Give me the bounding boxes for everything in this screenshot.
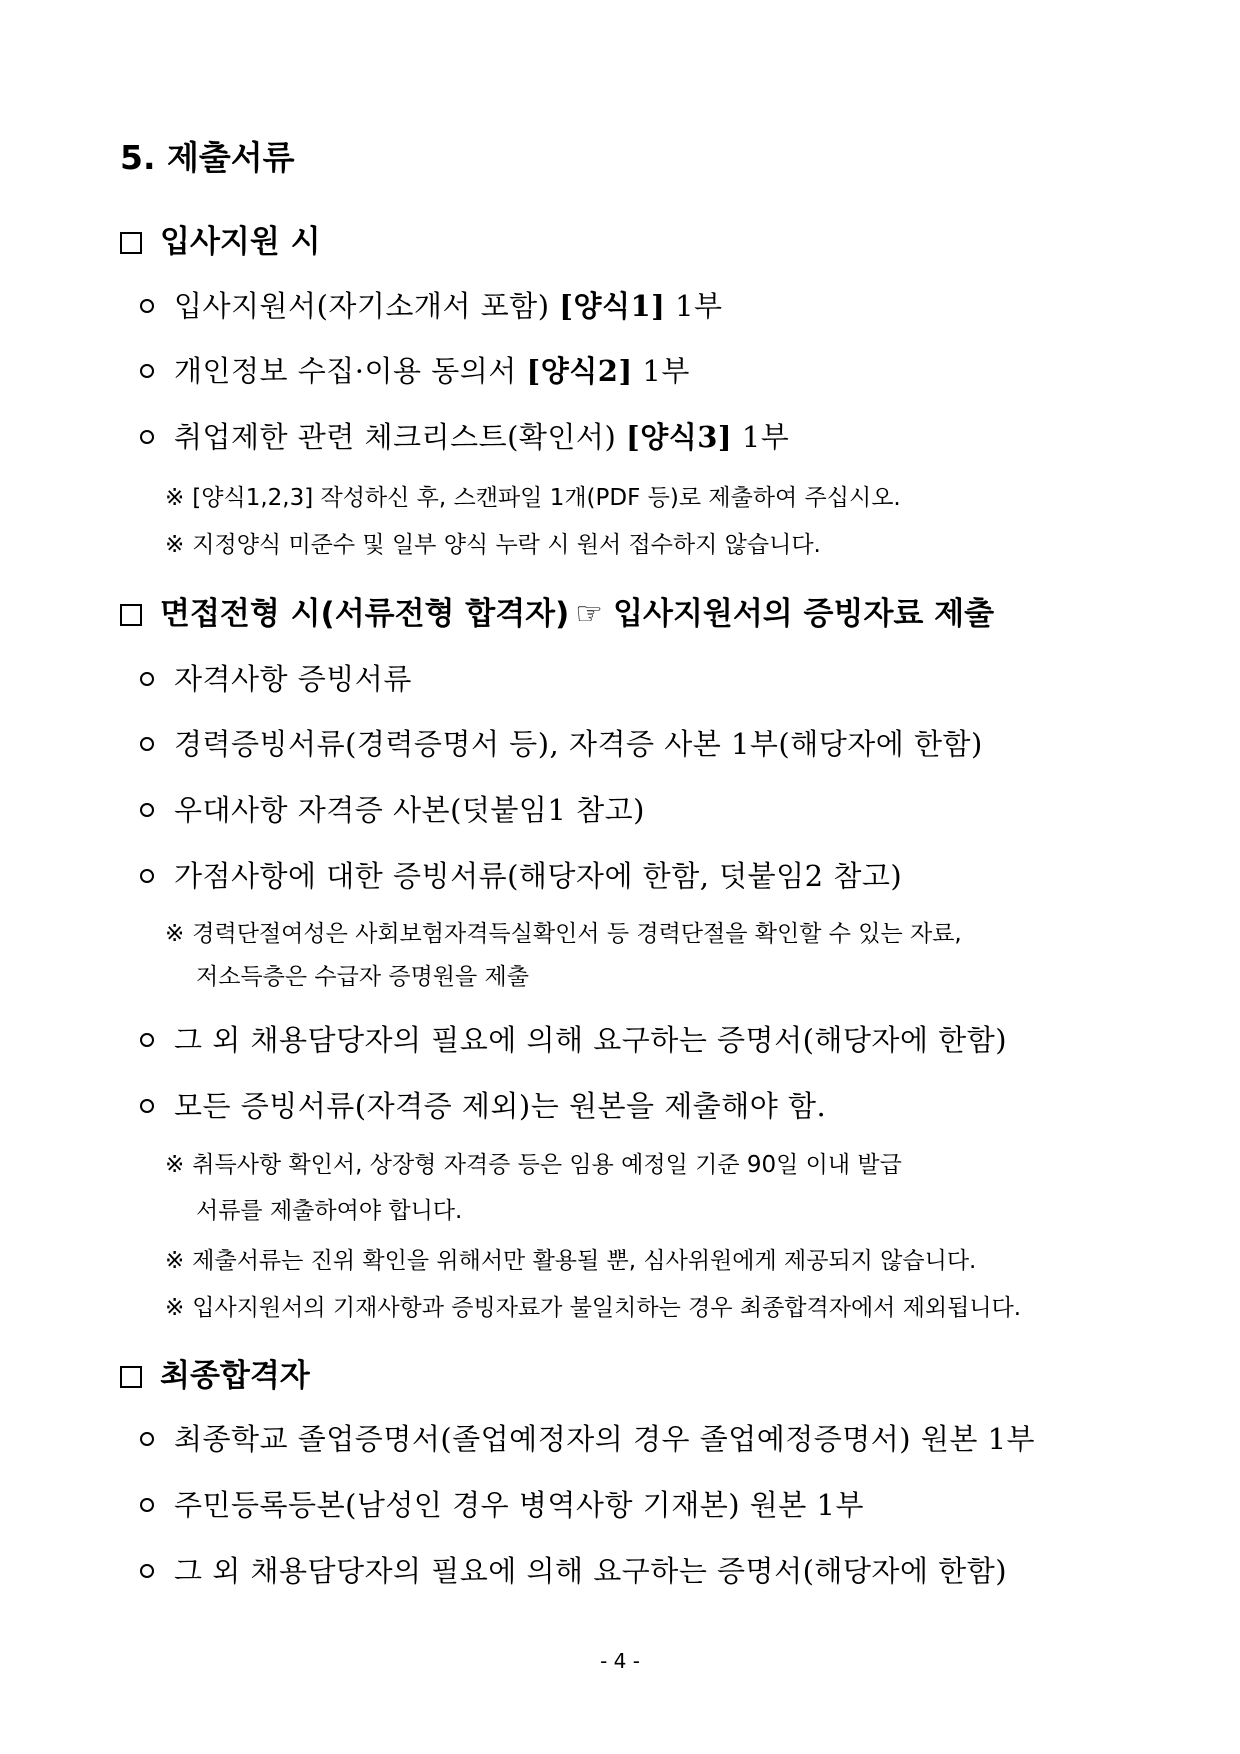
note-mark-icon: ※	[165, 1295, 185, 1321]
bullet-circle-icon	[140, 364, 154, 378]
bullet-circle-icon	[140, 430, 154, 444]
note: ※ 제출서류는 진위 확인을 위해서만 활용될 뿐, 심사위원에게 제공되지 않습니다.	[165, 1248, 977, 1274]
note: ※ 취득사항 확인서, 상장형 자격증 등은 임용 예정일 기준 90일 이내 발급	[165, 1152, 902, 1178]
list-item: 주민등록등본(남성인 경우 병역사항 기재본) 원본 1부	[140, 1486, 864, 1524]
note: ※ 지정양식 미준수 및 일부 양식 누락 시 원서 접수하지 않습니다.	[165, 532, 821, 558]
section-heading: 5. 제출서류	[120, 138, 295, 177]
note-mark-icon: ※	[165, 1152, 185, 1178]
subsection-title-application: 입사지원 시	[120, 222, 321, 262]
list-item: 가점사항에 대한 증빙서류(해당자에 한함, 덧붙임2 참고)	[140, 857, 902, 895]
note-mark-icon: ※	[165, 1248, 185, 1274]
bullet-circle-icon	[140, 1033, 154, 1047]
note-mark-icon: ※	[165, 485, 185, 511]
list-item: 입사지원서(자기소개서 포함) [양식1] 1부	[140, 287, 723, 325]
checkbox-square-icon	[120, 1366, 142, 1388]
list-item: 그 외 채용담당자의 필요에 의해 요구하는 증명서(해당자에 한함)	[140, 1021, 1007, 1059]
note: ※ 입사지원서의 기재사항과 증빙자료가 불일치하는 경우 최종합격자에서 제외됩니다.	[165, 1295, 1022, 1321]
subsection-title-final: 최종합격자	[120, 1356, 310, 1396]
bullet-circle-icon	[140, 803, 154, 817]
bullet-circle-icon	[140, 1498, 154, 1512]
note-continuation: 서류를 제출하여야 합니다.	[196, 1198, 463, 1224]
list-item: 취업제한 관련 체크리스트(확인서) [양식3] 1부	[140, 418, 789, 456]
note: ※ 경력단절여성은 사회보험자격득실확인서 등 경력단절을 확인할 수 있는 자료,	[165, 921, 962, 947]
checkbox-square-icon	[120, 232, 142, 254]
note: ※ [양식1,2,3] 작성하신 후, 스캔파일 1개(PDF 등)로 제출하여 주십시오.	[165, 485, 901, 511]
bullet-circle-icon	[140, 299, 154, 313]
checkbox-square-icon	[120, 604, 142, 626]
note-mark-icon: ※	[165, 921, 185, 947]
bullet-circle-icon	[140, 1099, 154, 1113]
bullet-circle-icon	[140, 1564, 154, 1578]
pointing-hand-icon: ☞	[575, 596, 604, 632]
list-item: 모든 증빙서류(자격증 제외)는 원본을 제출해야 함.	[140, 1087, 826, 1125]
subsection-title-interview: 면접전형 시(서류전형 합격자) ☞ 입사지원서의 증빙자료 제출	[120, 594, 994, 634]
note-mark-icon: ※	[165, 532, 185, 558]
page-number: - 4 -	[600, 1649, 640, 1673]
bullet-circle-icon	[140, 672, 154, 686]
bullet-circle-icon	[140, 869, 154, 883]
list-item: 자격사항 증빙서류	[140, 660, 412, 698]
note-continuation: 저소득층은 수급자 증명원을 제출	[196, 964, 529, 990]
bullet-circle-icon	[140, 1432, 154, 1446]
bullet-circle-icon	[140, 737, 154, 751]
list-item: 개인정보 수집·이용 동의서 [양식2] 1부	[140, 352, 690, 390]
list-item: 우대사항 자격증 사본(덧붙임1 참고)	[140, 791, 645, 829]
list-item: 그 외 채용담당자의 필요에 의해 요구하는 증명서(해당자에 한함)	[140, 1552, 1007, 1590]
list-item: 최종학교 졸업증명서(졸업예정자의 경우 졸업예정증명서) 원본 1부	[140, 1420, 1035, 1458]
list-item: 경력증빙서류(경력증명서 등), 자격증 사본 1부(해당자에 한함)	[140, 725, 983, 763]
